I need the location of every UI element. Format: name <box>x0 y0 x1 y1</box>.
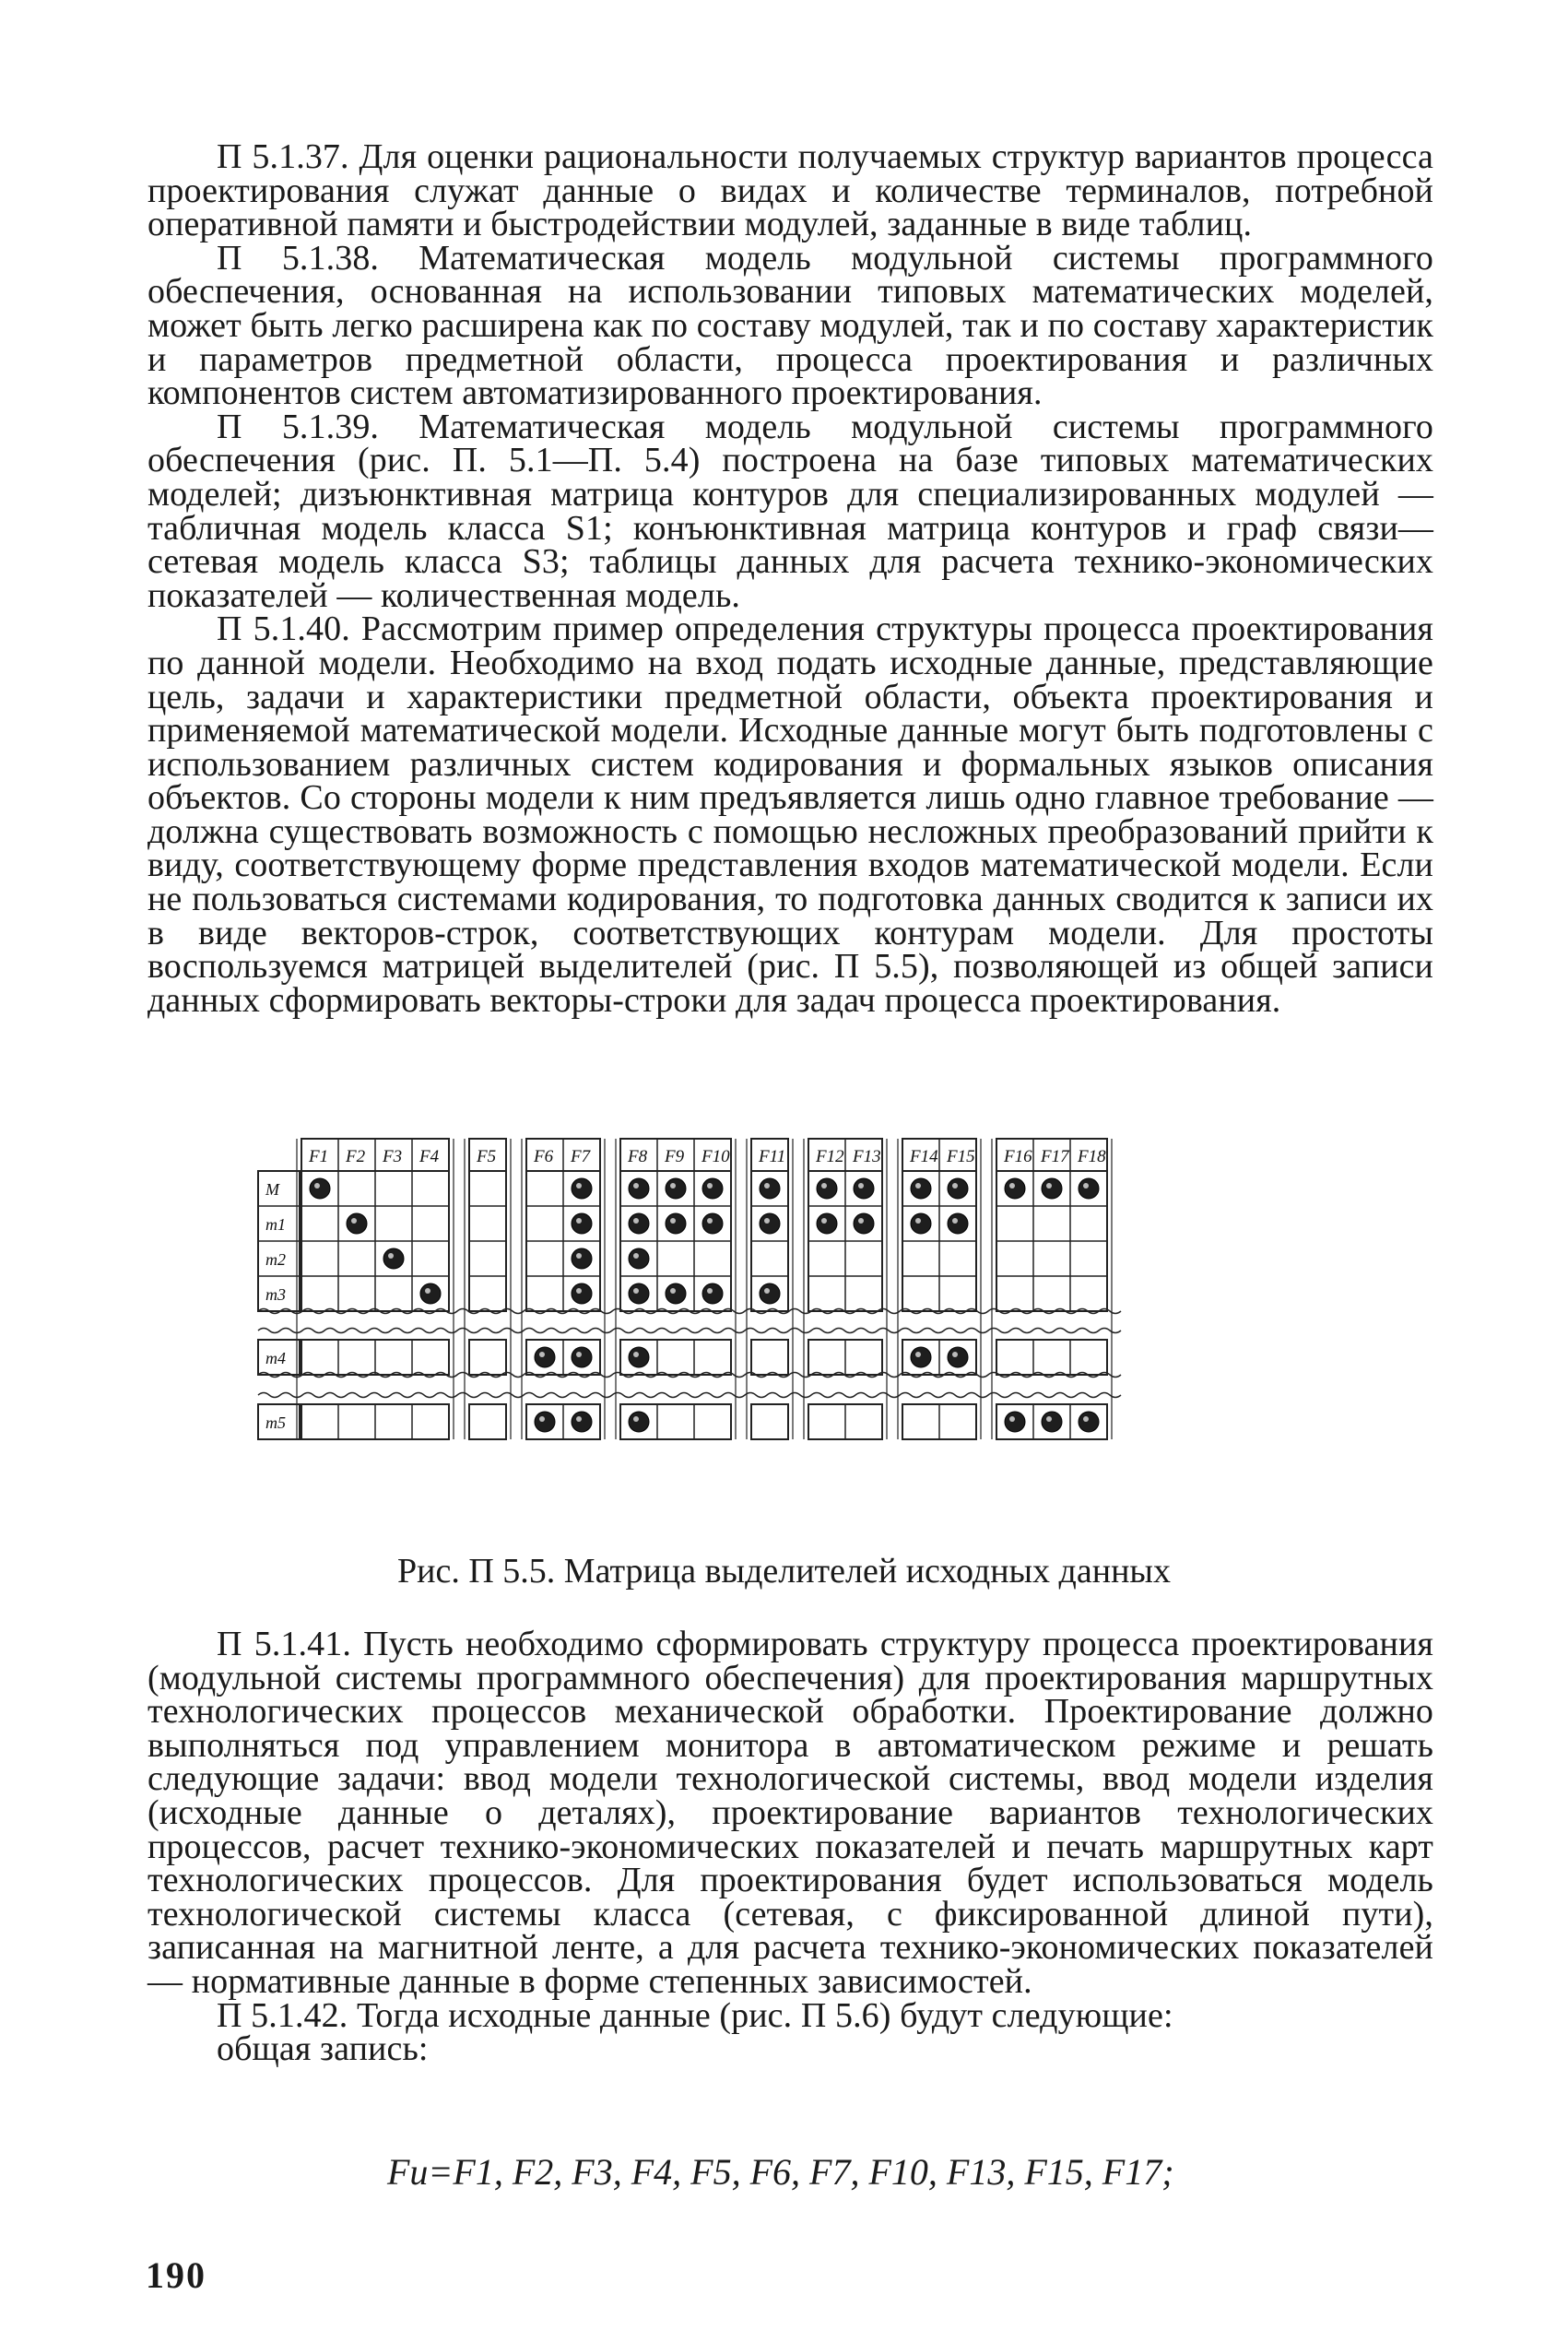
mark-highlight <box>351 1218 357 1224</box>
mark-highlight <box>821 1183 827 1189</box>
group-m4-4 <box>751 1340 788 1375</box>
mark-m1-F9 <box>666 1213 686 1234</box>
mark-highlight <box>576 1352 582 1357</box>
mark-m1-F11 <box>760 1213 780 1234</box>
mark-m4-F15 <box>948 1347 968 1367</box>
mark-m3-F4 <box>420 1283 441 1304</box>
mark-highlight <box>1046 1183 1052 1189</box>
mark-highlight <box>633 1253 639 1259</box>
paragraph-5-1-42: П 5.1.42. Тогда исходные данные (рис. П 5.6) будут следующие: <box>217 1995 1173 2035</box>
mark-M-F1 <box>310 1178 330 1199</box>
column-header-F7: F7 <box>571 1147 591 1166</box>
mark-M-F13 <box>854 1178 874 1199</box>
mark-highlight <box>764 1218 770 1224</box>
column-header-F14: F14 <box>910 1147 938 1166</box>
mark-m2-F7 <box>572 1248 592 1269</box>
mark-highlight <box>707 1183 713 1189</box>
mark-highlight <box>707 1288 713 1294</box>
mark-m1-F13 <box>854 1213 874 1234</box>
mark-highlight <box>670 1218 676 1224</box>
mark-highlight <box>576 1218 582 1224</box>
mark-highlight <box>915 1218 921 1224</box>
paragraph-5-1-40: П 5.1.40. Рассмотрим пример определения структуры процесса проектирования по данной модели. Необходимо на вход подать исходные данные, представляющие цель, задачи и характеристики предметной области, объекта проектирования и применяемой математической модели. Исходные данные могут быть подготовлены с использованием различных систем кодирования и формальных языков описания объектов. Со стороны модели к ним предъявляется лишь одно главное требование — должна существовать возможность с помощью несложных преобразований прийти к виду, соответствующему форме представления входов математической модели. Если не пользоваться системами кодирования, то подготовка данных сводится к записи их в виде векторов-строк, соответствующих контурам модели. Для простоты воспользуемся матрицей выделителей (рис. П 5.5), позволяющей из общей записи данных сформировать векторы-строки для задач процесса проектирования. <box>147 609 1433 1020</box>
mark-highlight <box>633 1183 639 1189</box>
mark-highlight <box>539 1416 545 1422</box>
mark-highlight <box>858 1218 864 1224</box>
column-header-F10: F10 <box>701 1147 730 1166</box>
mark-m1-F15 <box>948 1213 968 1234</box>
column-header-F13: F13 <box>853 1147 881 1166</box>
top-text <box>147 137 1433 1020</box>
mark-m3-F8 <box>629 1283 649 1304</box>
mark-highlight <box>1009 1183 1015 1189</box>
mark-highlight <box>576 1416 582 1422</box>
mark-highlight <box>633 1288 639 1294</box>
mark-m4-F8 <box>629 1347 649 1367</box>
mark-highlight <box>952 1218 958 1224</box>
row-label-m1: m1 <box>265 1215 286 1234</box>
mark-m3-F7 <box>572 1283 592 1304</box>
mark-highlight <box>633 1352 639 1357</box>
column-header-F9: F9 <box>665 1147 685 1166</box>
mark-m1-F8 <box>629 1213 649 1234</box>
mark-M-F11 <box>760 1178 780 1199</box>
mark-m2-F3 <box>383 1248 404 1269</box>
column-header-F18: F18 <box>1078 1147 1106 1166</box>
mark-M-F18 <box>1079 1178 1099 1199</box>
group-m4-7 <box>996 1340 1107 1375</box>
mark-m5-F7 <box>572 1412 592 1432</box>
mark-highlight <box>633 1218 639 1224</box>
paragraph-5-1-38: П 5.1.38. Математическая модель модульной системы программного обеспечения, основанная на использовании типовых математических моделей, может быть легко расширена как по составу модулей, так и по составу характеристик и параметров предметной области, процесса проектирования и различных компонентов систем автоматизированного проектирования. <box>147 238 1433 413</box>
figure-caption: Рис. П 5.5. Матрица выделителей исходных данных <box>397 1552 1171 1591</box>
mark-m3-F10 <box>702 1283 723 1304</box>
mark-m3-F9 <box>666 1283 686 1304</box>
column-header-F6: F6 <box>534 1147 554 1166</box>
mark-highlight <box>670 1288 676 1294</box>
row-label-m4: m4 <box>265 1349 286 1367</box>
mark-m5-F18 <box>1079 1412 1099 1432</box>
column-header-F16: F16 <box>1004 1147 1032 1166</box>
mark-m1-F14 <box>911 1213 931 1234</box>
mark-m1-F12 <box>817 1213 837 1234</box>
group-m5-1 <box>469 1404 506 1439</box>
mark-M-F12 <box>817 1178 837 1199</box>
mark-M-F16 <box>1005 1178 1025 1199</box>
column-header-F2: F2 <box>346 1147 366 1166</box>
formula-line: Fи=F1, F2, F3, F4, F5, F6, F7, F10, F13, F15, F17; <box>387 2151 1174 2193</box>
mark-highlight <box>576 1288 582 1294</box>
mark-m4-F7 <box>572 1347 592 1367</box>
mark-highlight <box>707 1218 713 1224</box>
mark-highlight <box>915 1352 921 1357</box>
mark-highlight <box>1009 1416 1015 1422</box>
mark-M-F15 <box>948 1178 968 1199</box>
group-m4-1 <box>469 1340 506 1375</box>
row-label-m3: m3 <box>265 1285 286 1304</box>
general-record-label: общая запись: <box>217 2029 429 2069</box>
mark-m1-F2 <box>347 1213 367 1234</box>
column-header-F5: F5 <box>477 1147 497 1166</box>
mark-M-F9 <box>666 1178 686 1199</box>
selector-matrix-figure <box>249 1130 1318 1498</box>
paragraph-5-1-39: П 5.1.39. Математическая модель модульной системы программного обеспечения (рис. П. 5.1—П. 5.4) построена на базе типовых математических моделей; дизъюнктивная матрица контуров для специализированных модулей — табличная модель класса S1; конъюнктивная матрица контуров и граф связи— сетевая модель класса S3; таблицы данных для расчета технико-экономических показателей — количественная модель. <box>147 407 1433 615</box>
row-label-M: M <box>265 1180 279 1199</box>
mark-M-F10 <box>702 1178 723 1199</box>
mark-highlight <box>952 1183 958 1189</box>
column-header-F3: F3 <box>383 1147 403 1166</box>
mark-highlight <box>952 1352 958 1357</box>
mark-highlight <box>764 1288 770 1294</box>
mark-highlight <box>576 1253 582 1259</box>
mark-highlight <box>576 1183 582 1189</box>
mark-m5-F16 <box>1005 1412 1025 1432</box>
mark-m4-F6 <box>535 1347 555 1367</box>
mark-m1-F7 <box>572 1213 592 1234</box>
mark-highlight <box>425 1288 430 1294</box>
mark-m4-F14 <box>911 1347 931 1367</box>
mark-m1-F10 <box>702 1213 723 1234</box>
group-m5-4 <box>751 1404 788 1439</box>
column-header-F15: F15 <box>947 1147 975 1166</box>
mark-highlight <box>858 1183 864 1189</box>
column-header-F17: F17 <box>1041 1147 1069 1166</box>
paragraph-5-1-41: П 5.1.41. Пусть необходимо сформировать структуру процесса проектирования (модульной системы программного обеспечения) для проектирования маршрутных технологических процессов механической обработки. Проектирование должно выполняться под управлением монитора в автоматическом режиме и решать следующие задачи: ввод модели технологической системы, ввод модели изделия (исходные данные о деталях), проектирование вариантов технологических процессов, расчет технико-экономических показателей и печать маршрутных карт технологических процессов. Для проектирования будет использоваться модель технологической системы класса (сетевая, с фиксированной длиной пути), записанная на магнитной ленте, а для расчета технико-экономических показателей — нормативные данные в форме степенных зависимостей. <box>147 1625 1433 2001</box>
mark-m5-F6 <box>535 1412 555 1432</box>
column-header-F4: F4 <box>419 1147 440 1166</box>
paragraph-5-1-37: П 5.1.37. Для оценки рациональности получаемых структур вариантов процесса проектирования служат данные о видах и количестве терминалов, потребной оперативной памяти и быстродействии модулей, заданные в виде таблиц. <box>147 137 1433 244</box>
mark-highlight <box>633 1416 639 1422</box>
mark-highlight <box>764 1183 770 1189</box>
mark-highlight <box>821 1218 827 1224</box>
mark-m3-F11 <box>760 1283 780 1304</box>
mark-highlight <box>670 1183 676 1189</box>
mark-highlight <box>314 1183 320 1189</box>
mark-M-F8 <box>629 1178 649 1199</box>
column-header-F1: F1 <box>309 1147 329 1166</box>
mark-highlight <box>1083 1416 1089 1422</box>
mark-m5-F8 <box>629 1412 649 1432</box>
mark-M-F17 <box>1042 1178 1062 1199</box>
page-number: 190 <box>146 2254 206 2296</box>
mark-M-F14 <box>911 1178 931 1199</box>
column-header-F12: F12 <box>816 1147 844 1166</box>
mark-m5-F17 <box>1042 1412 1062 1432</box>
mark-highlight <box>539 1352 545 1357</box>
column-header-F8: F8 <box>628 1147 648 1166</box>
mark-highlight <box>388 1253 394 1259</box>
mark-m2-F8 <box>629 1248 649 1269</box>
mark-highlight <box>915 1183 921 1189</box>
row-label-m5: m5 <box>265 1413 286 1432</box>
mark-highlight <box>1046 1416 1052 1422</box>
column-header-F11: F11 <box>759 1147 786 1166</box>
mark-highlight <box>1083 1183 1089 1189</box>
row-label-m2: m2 <box>265 1250 286 1269</box>
bottom-text <box>147 1625 1433 2069</box>
mark-M-F7 <box>572 1178 592 1199</box>
